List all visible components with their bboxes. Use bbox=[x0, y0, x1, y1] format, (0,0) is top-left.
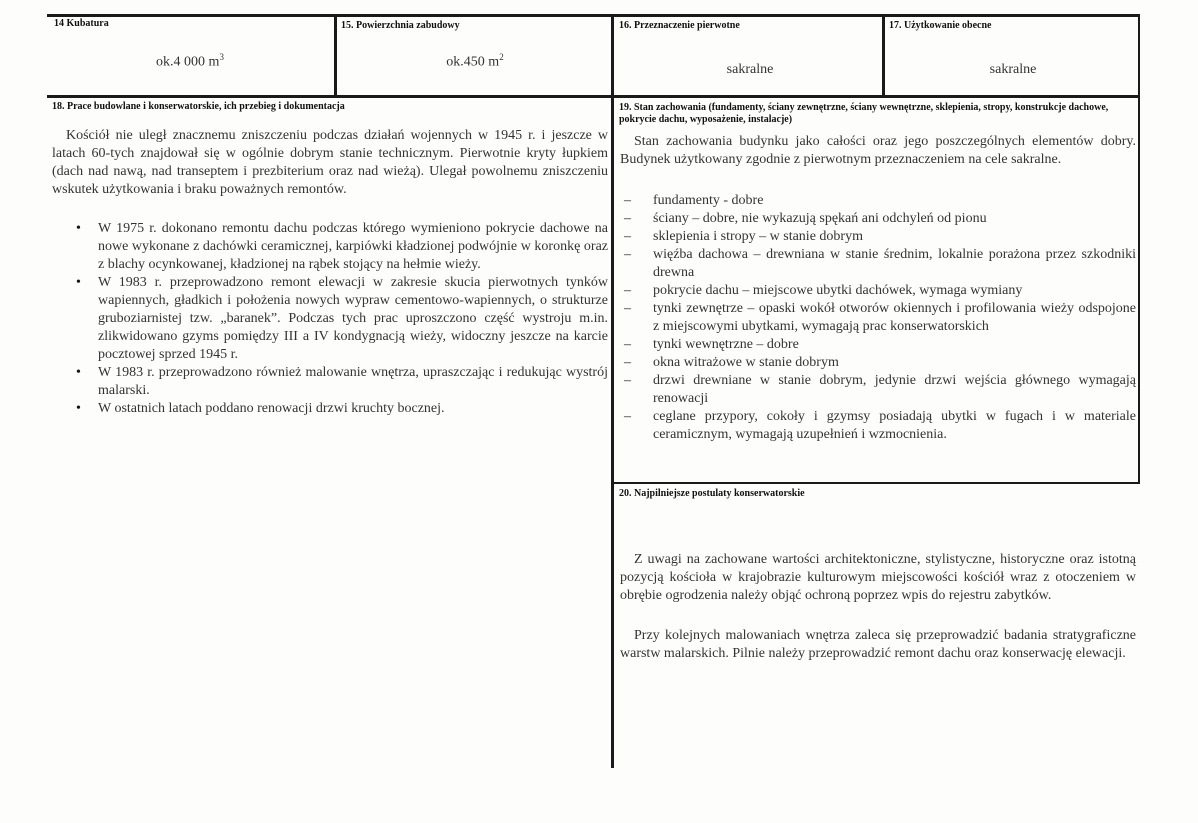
divider-16-17 bbox=[882, 14, 885, 97]
stan-header: 19. Stan zachowania (fundamenty, ściany zewnętrzne, ściany wewnętrzne, sklepienia, stropy, konstrukcje dachowe, pokrycie dachu, wyposażenie, instalacje) bbox=[619, 102, 1109, 125]
stan-list bbox=[624, 192, 1136, 444]
row-divider bbox=[47, 95, 1140, 98]
top-rule bbox=[47, 14, 1140, 17]
powierzchnia-value bbox=[345, 52, 605, 71]
kubatura-number: ok.4 000 m bbox=[156, 54, 220, 70]
list-item: • W 1975 r. dokonano remontu dachu podczas którego wymieniono pokrycie dachowe na nowe wykonane z dachówki ceramicznej, karpiówki kładzionej podwójnie w koronkę oraz z blachy ocynkowanej, kładzionej na rąbek stojący na hełmie wieży. bbox=[72, 220, 608, 274]
powierzchnia-unit-exponent: 2 bbox=[499, 52, 504, 62]
postulaty-para-2: Przy kolejnych malowaniach wnętrza zaleca się przeprowadzić badania stratygraficzne warstw malarskich. Pilnie należy przeprowadzić remont dachu oraz konserwację elewacji. bbox=[620, 628, 1136, 661]
przeznaczenie-header: 16. Przeznaczenie pierwotne bbox=[619, 20, 740, 31]
kubatura-value bbox=[60, 52, 320, 71]
uzytkowanie-header: 17. Użytkowanie obecne bbox=[889, 20, 992, 31]
divider-19-20 bbox=[612, 482, 1140, 484]
list-item: – ceglane przypory, cokoły i gzymsy posiadają ubytki w fugach i w materiale ceramicznym, wymagają uzupełnień i wzmocnienia. bbox=[624, 408, 1136, 444]
list-item: – więźba dachowa – drewniana w stanie średnim, lokalnie porażona przez szkodniki drewna bbox=[624, 246, 1136, 282]
list-item: • W 1983 r. przeprowadzono remont elewacji w zakresie skucia pierwotnych tynków wapiennych, gładkich i położenia nowych wypraw cementowo-wapiennych, o strukturze gruboziarnistej tzw. „baranek”. Podczas tych prac uproszczono część wystroju m.in. zlikwidowano gzyms pomiędzy III a IV kondygnacją wieży, widoczny jeszcze na karcie pocztowej sprzed 1945 r. bbox=[72, 274, 608, 364]
prace-header: 18. Prace budowlane i konserwatorskie, ich przebieg i dokumentacja bbox=[52, 101, 345, 112]
list-item: – okna witrażowe w stanie dobrym bbox=[624, 354, 1136, 372]
postulaty-header: 20. Najpilniejsze postulaty konserwatorskie bbox=[619, 488, 805, 499]
list-item: – tynki zewnętrze – opaski wokół otworów okiennych i profilowania wieży odspojone z miejscowymi ubytkami, wymagają prac konserwatorskich bbox=[624, 300, 1136, 336]
divider-15-16 bbox=[611, 14, 614, 768]
list-item: • W ostatnich latach poddano renowacji drzwi kruchty bocznej. bbox=[72, 400, 608, 418]
powierzchnia-number: ok.450 m bbox=[446, 54, 500, 70]
stan-intro: Stan zachowania budynku jako całości oraz jego poszczególnych elementów dobry. Budynek użytkowany zgodnie z pierwotnym przeznaczeniem na cele sakralne. bbox=[620, 134, 1136, 167]
divider-14-15 bbox=[334, 14, 337, 97]
przeznaczenie-value: sakralne bbox=[726, 62, 774, 77]
list-item: – fundamenty - dobre bbox=[624, 192, 1136, 210]
postulaty-para-1: Z uwagi na zachowane wartości architektoniczne, stylistyczne, historyczne oraz istotną pozycją kościoła w krajobrazie kulturowym miejscowości kościół wraz z otoczeniem w obrębie ogrodzenia należy objąć ochroną poprzez wpis do rejestru zabytków. bbox=[620, 552, 1136, 603]
list-item: – tynki wewnętrzne – dobre bbox=[624, 336, 1136, 354]
kubatura-unit-exponent: 3 bbox=[219, 52, 224, 62]
prace-intro: Kościół nie uległ znacznemu zniszczeniu podczas działań wojennych w 1945 r. i jeszcze w latach 60-tych znajdował się w ogólnie dobrym stanie technicznym. Pierwotnie kryty łupkiem (dach nad nawą, nad transeptem i prezbiterium oraz nad wieżą). Ulegał powolnemu zniszczeniu wskutek użytkowania i braku poważnych remontów. bbox=[52, 128, 608, 197]
uzytkowanie-value: sakralne bbox=[989, 62, 1037, 77]
prace-list bbox=[72, 220, 608, 418]
list-item: • W 1983 r. przeprowadzono również malowanie wnętrza, upraszczając i redukując wystrój malarski. bbox=[72, 364, 608, 400]
powierzchnia-header: 15. Powierzchnia zabudowy bbox=[341, 20, 460, 31]
list-item: – sklepienia i stropy – w stanie dobrym bbox=[624, 228, 1136, 246]
list-item: – drzwi drewniane w stanie dobrym, jedynie drzwi wejścia głównego wymagają renowacji bbox=[624, 372, 1136, 408]
list-item: – ściany – dobre, nie wykazują spękań ani odchyleń od pionu bbox=[624, 210, 1136, 228]
right-rule bbox=[1138, 14, 1140, 484]
kubatura-header: 14 Kubatura bbox=[54, 18, 109, 29]
list-item: – pokrycie dachu – miejscowe ubytki dachówek, wymaga wymiany bbox=[624, 282, 1136, 300]
